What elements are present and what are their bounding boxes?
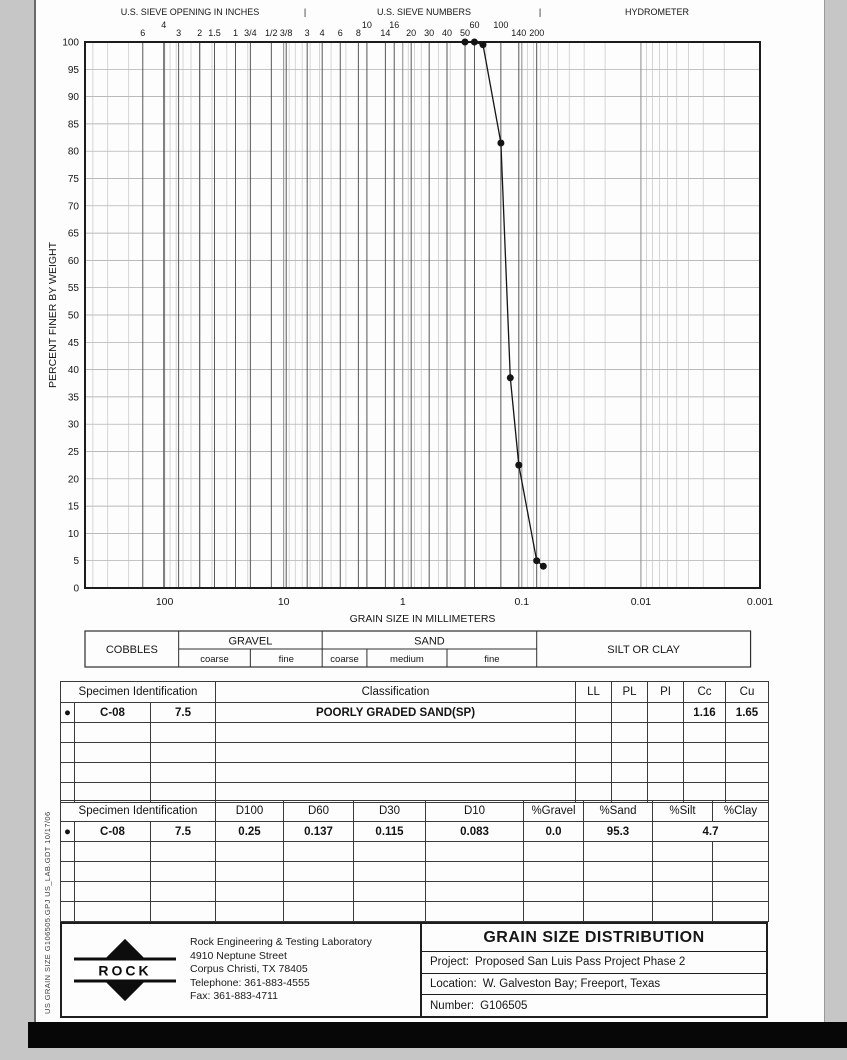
title-block <box>60 922 768 1018</box>
location-row <box>422 974 766 996</box>
sieve-tick-label: 16 <box>389 20 400 30</box>
y-tick-label: 20 <box>67 474 79 486</box>
data-point <box>540 563 547 570</box>
gradation-table <box>60 800 769 922</box>
logo-band <box>74 958 176 983</box>
size-fraction-label: SILT OR CLAY <box>607 644 681 656</box>
data-point <box>515 462 522 469</box>
sieve-tick-label: 60 <box>469 20 480 30</box>
col-clay: %Clay <box>713 801 769 822</box>
col-pl: PL <box>612 682 648 703</box>
report-title: GRAIN SIZE DISTRIBUTION <box>422 924 766 952</box>
number-value: G106505 <box>480 999 528 1012</box>
ll-value <box>576 703 612 723</box>
rock-logo <box>72 938 178 1002</box>
gravel-value: 0.0 <box>524 822 584 842</box>
y-tick-label: 25 <box>67 447 79 458</box>
specimen-depth: 7.5 <box>151 822 216 842</box>
sieve-tick-label: 2 <box>197 28 203 38</box>
lab-fax: Fax: 361-883-4711 <box>190 990 278 1003</box>
table-header-row <box>61 801 769 822</box>
y-tick-label: 45 <box>67 337 79 349</box>
x-tick-label: 0.001 <box>746 596 774 608</box>
table-row-empty <box>61 882 769 902</box>
data-point <box>480 41 487 48</box>
y-tick-label: 100 <box>62 37 79 49</box>
table-row-empty <box>61 723 769 743</box>
sieve-tick-label: 50 <box>460 28 471 38</box>
col-specimen: Specimen Identification <box>61 801 216 822</box>
sieve-tick-label: 8 <box>355 28 361 38</box>
col-d10: D10 <box>426 801 524 822</box>
sieve-tick-label: 3 <box>176 28 182 38</box>
lab-city: Corpus Christi, TX 78405 <box>190 963 308 976</box>
number-label: Number: <box>430 999 475 1012</box>
size-subfraction-label: medium <box>390 654 424 665</box>
classification-table <box>60 681 769 803</box>
y-tick-label: 65 <box>67 228 79 240</box>
col-cu: Cu <box>726 682 769 703</box>
y-tick-label: 70 <box>67 201 79 213</box>
size-subfraction-label: coarse <box>330 654 359 665</box>
data-point <box>507 374 514 381</box>
table-row-empty <box>61 763 769 783</box>
size-subfraction-label: fine <box>278 654 294 665</box>
top-axis-section-label: | <box>303 7 307 17</box>
specimen-marker: ● <box>61 703 75 723</box>
sieve-tick-label: 1 <box>232 28 238 38</box>
d100-value: 0.25 <box>216 822 284 842</box>
size-subfraction-label: coarse <box>200 654 229 665</box>
sieve-tick-label: 30 <box>424 28 435 38</box>
cc-value: 1.16 <box>684 703 726 723</box>
sieve-tick-label: 1/2 <box>265 28 278 38</box>
y-tick-label: 0 <box>73 583 79 595</box>
data-point <box>471 39 478 46</box>
report-paper <box>34 0 825 1022</box>
col-sand: %Sand <box>584 801 653 822</box>
sieve-tick-label: 3 <box>304 28 310 38</box>
report-info-panel <box>422 924 766 1016</box>
col-silt: %Silt <box>653 801 713 822</box>
sieve-tick-label: 1.5 <box>208 28 221 38</box>
lab-address <box>190 936 372 1004</box>
gradation-curve <box>465 42 543 566</box>
sieve-tick-label: 4 <box>161 20 167 30</box>
silt-clay-value: 4.7 <box>653 822 769 842</box>
col-classification: Classification <box>216 682 576 703</box>
x-tick-label: 10 <box>277 596 290 608</box>
lab-street: 4910 Neptune Street <box>190 949 287 962</box>
top-axis-section-label: U.S. SIEVE NUMBERS <box>376 7 472 17</box>
col-specimen: Specimen Identification <box>61 682 216 703</box>
y-tick-label: 50 <box>67 310 79 322</box>
sieve-tick-label: 3/8 <box>279 28 293 38</box>
specimen-marker: ● <box>61 822 75 842</box>
sieve-tick-label: 6 <box>140 28 146 38</box>
sieve-tick-label: 140 <box>511 28 527 38</box>
y-tick-label: 40 <box>67 365 79 377</box>
x-tick-label: 1 <box>399 596 406 608</box>
y-tick-label: 60 <box>67 255 79 267</box>
top-axis-section-label: U.S. SIEVE OPENING IN INCHES <box>120 7 260 17</box>
lab-info-panel <box>62 924 422 1016</box>
table-row <box>61 822 769 842</box>
size-subfraction-label: fine <box>484 654 500 665</box>
y-tick-label: 55 <box>67 283 79 295</box>
y-tick-label: 30 <box>67 419 79 431</box>
col-ll: LL <box>576 682 612 703</box>
lab-phone: Telephone: 361-883-4555 <box>190 976 310 989</box>
col-d60: D60 <box>284 801 354 822</box>
col-cc: Cc <box>684 682 726 703</box>
sieve-tick-label: 10 <box>361 20 372 30</box>
location-value: W. Galveston Bay; Freeport, Texas <box>482 978 661 990</box>
y-tick-label: 90 <box>67 92 79 104</box>
sand-value: 95.3 <box>584 822 653 842</box>
col-d100: D100 <box>216 801 284 822</box>
d60-value: 0.137 <box>284 822 354 842</box>
x-tick-label: 0.01 <box>630 596 652 608</box>
size-fraction-label: GRAVEL <box>228 635 273 648</box>
sieve-tick-label: 200 <box>529 28 545 38</box>
table-row-empty <box>61 842 769 862</box>
margin-stamp: US GRAIN SIZE G106505.GPJ US_LAB.GDT 10/17/06 <box>43 811 52 1014</box>
specimen-id: C-08 <box>75 703 151 723</box>
y-tick-label: 75 <box>67 174 79 185</box>
specimen-depth: 7.5 <box>151 703 216 723</box>
logo-text: ROCK <box>98 962 152 978</box>
pl-value <box>612 703 648 723</box>
location-label: Location: <box>430 978 477 990</box>
x-tick-label: 0.1 <box>514 596 530 608</box>
sieve-tick-label: 14 <box>380 28 391 38</box>
y-axis-title: PERCENT FINER BY WEIGHT <box>47 241 59 389</box>
data-point <box>533 557 540 564</box>
project-label: Project: <box>430 956 469 969</box>
table-row-empty <box>61 743 769 763</box>
y-tick-label: 95 <box>67 64 79 76</box>
x-tick-label: 100 <box>155 596 174 608</box>
scan-edge-bar <box>28 1022 847 1048</box>
sieve-tick-label: 4 <box>319 28 325 38</box>
sieve-tick-label: 40 <box>441 28 453 38</box>
project-row <box>422 952 766 974</box>
project-value: Proposed San Luis Pass Project Phase 2 <box>475 956 686 969</box>
number-row <box>422 995 766 1016</box>
col-gravel: %Gravel <box>524 801 584 822</box>
y-tick-label: 85 <box>67 119 79 131</box>
grain-size-chart <box>36 0 824 676</box>
y-tick-label: 80 <box>67 146 79 158</box>
sieve-tick-label: 20 <box>406 28 417 38</box>
x-axis-title: GRAIN SIZE IN MILLIMETERS <box>349 613 496 625</box>
pi-value <box>648 703 684 723</box>
table-header-row <box>61 682 769 703</box>
col-pi: PI <box>648 682 684 703</box>
data-point <box>497 140 504 147</box>
d30-value: 0.115 <box>354 822 426 842</box>
y-tick-label: 10 <box>67 528 79 540</box>
top-axis-section-label: HYDROMETER <box>624 7 690 17</box>
cu-value: 1.65 <box>726 703 769 723</box>
y-tick-label: 15 <box>67 501 79 513</box>
top-axis-section-label: | <box>538 7 542 17</box>
size-fraction-label: COBBLES <box>105 644 158 656</box>
lab-name: Rock Engineering & Testing Laboratory <box>190 935 372 948</box>
y-tick-label: 35 <box>67 392 79 404</box>
sieve-tick-label: 100 <box>493 20 509 30</box>
data-point <box>462 39 469 46</box>
table-row-empty <box>61 902 769 922</box>
classification-value: POORLY GRADED SAND(SP) <box>216 703 576 723</box>
table-row <box>61 703 769 723</box>
d10-value: 0.083 <box>426 822 524 842</box>
sieve-tick-label: 6 <box>337 28 343 38</box>
y-tick-label: 5 <box>73 556 79 568</box>
size-fraction-label: SAND <box>414 635 445 648</box>
col-d30: D30 <box>354 801 426 822</box>
sieve-tick-label: 3/4 <box>244 28 257 38</box>
table-row-empty <box>61 862 769 882</box>
specimen-id: C-08 <box>75 822 151 842</box>
